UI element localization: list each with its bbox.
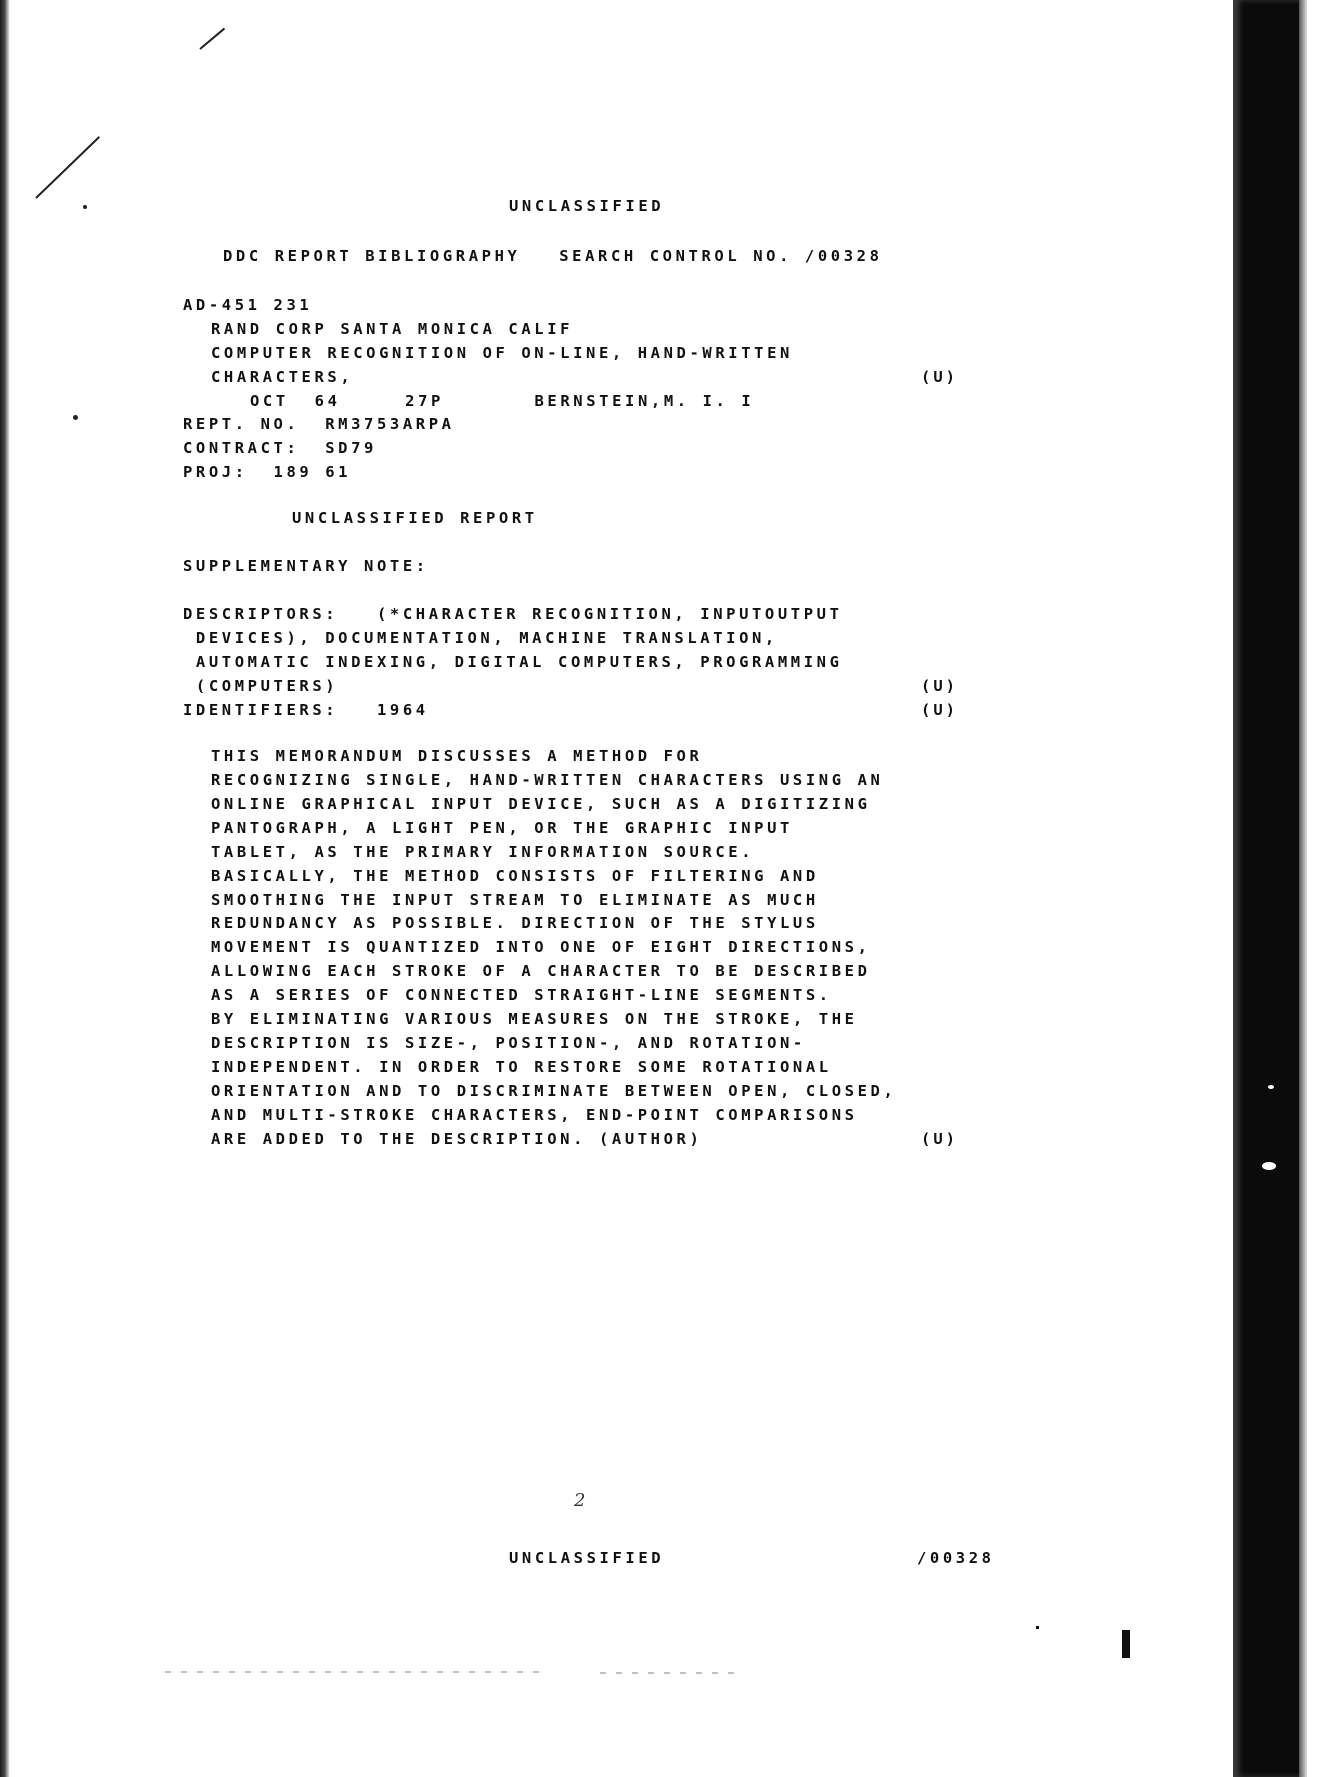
scan-notch: [1262, 1162, 1276, 1170]
descriptors-line: (COMPUTERS): [183, 677, 339, 695]
abstract-line: ALLOWING EACH STROKE OF A CHARACTER TO BE DESCRIBED: [211, 962, 871, 980]
classification-mark: (U): [921, 677, 958, 695]
report-title-line: CHARACTERS,: [211, 368, 354, 386]
report-classification: UNCLASSIFIED REPORT: [292, 509, 538, 527]
project-number: PROJ: 189 61: [183, 463, 352, 481]
classification-footer: UNCLASSIFIED: [509, 1549, 665, 1567]
corporate-source: RAND CORP SANTA MONICA CALIF: [211, 320, 574, 338]
descriptors-line: AUTOMATIC INDEXING, DIGITAL COMPUTERS, PROGRAMMING: [183, 653, 843, 671]
pen-mark: [35, 136, 100, 199]
report-number: REPT. NO. RM3753ARPA: [183, 415, 455, 433]
abstract-line: BASICALLY, THE METHOD CONSISTS OF FILTERING AND: [211, 867, 819, 885]
abstract-line: ORIENTATION AND TO DISCRIMINATE BETWEEN OPEN, CLOSED,: [211, 1082, 897, 1100]
abstract-line: DESCRIPTION IS SIZE-, POSITION-, AND ROTATION-: [211, 1034, 806, 1052]
abstract-line: PANTOGRAPH, A LIGHT PEN, OR THE GRAPHIC INPUT: [211, 819, 793, 837]
abstract-line: RECOGNIZING SINGLE, HAND-WRITTEN CHARACTERS USING AN: [211, 771, 884, 789]
right-scan-edge-fringe: [1299, 0, 1307, 1777]
classification-mark: (U): [921, 701, 958, 719]
abstract-line: ONLINE GRAPHICAL INPUT DEVICE, SUCH AS A DIGITIZING: [211, 795, 871, 813]
report-title-line: COMPUTER RECOGNITION OF ON-LINE, HAND-WRITTEN: [211, 344, 793, 362]
bibliography-title: DDC REPORT BIBLIOGRAPHY SEARCH CONTROL NO. /00328: [223, 247, 883, 265]
speck: [73, 415, 78, 420]
faint-scan-noise: [600, 1672, 740, 1674]
speck: [83, 205, 87, 209]
supplementary-note: SUPPLEMENTARY NOTE:: [183, 557, 429, 575]
classification-mark: (U): [921, 1130, 958, 1148]
right-scan-edge: [1233, 0, 1299, 1777]
classification-header: UNCLASSIFIED: [509, 197, 665, 215]
descriptors-line: DEVICES), DOCUMENTATION, MACHINE TRANSLATION,: [183, 629, 778, 647]
faint-scan-noise: [165, 1671, 545, 1673]
abstract-line: AS A SERIES OF CONNECTED STRAIGHT-LINE SEGMENTS.: [211, 986, 832, 1004]
abstract-line: INDEPENDENT. IN ORDER TO RESTORE SOME ROTATIONAL: [211, 1058, 832, 1076]
ad-number: AD-451 231: [183, 296, 313, 314]
contract-number: CONTRACT: SD79: [183, 439, 377, 457]
abstract-line: REDUNDANCY AS POSSIBLE. DIRECTION OF THE STYLUS: [211, 914, 819, 932]
pen-mark: [199, 28, 225, 50]
scan-mark: [1122, 1630, 1130, 1658]
date-pages-author: OCT 64 27P BERNSTEIN,M. I. I: [250, 392, 755, 410]
abstract-line: THIS MEMORANDUM DISCUSSES A METHOD FOR: [211, 747, 703, 765]
abstract-line: SMOOTHING THE INPUT STREAM TO ELIMINATE AS MUCH: [211, 891, 819, 909]
page-number: 2: [574, 1490, 586, 1511]
scan-mark: [1036, 1626, 1039, 1629]
classification-mark: (U): [921, 368, 958, 386]
abstract-line: AND MULTI-STROKE CHARACTERS, END-POINT COMPARISONS: [211, 1106, 858, 1124]
abstract-line: BY ELIMINATING VARIOUS MEASURES ON THE STROKE, THE: [211, 1010, 858, 1028]
abstract-line: TABLET, AS THE PRIMARY INFORMATION SOURCE.: [211, 843, 755, 861]
descriptors-line: DESCRIPTORS: (*CHARACTER RECOGNITION, INPUTOUTPUT: [183, 605, 843, 623]
left-scan-edge: [0, 0, 10, 1777]
identifiers: IDENTIFIERS: 1964: [183, 701, 429, 719]
scan-notch: [1268, 1085, 1274, 1089]
footer-control-number: /00328: [917, 1549, 995, 1567]
abstract-line: ARE ADDED TO THE DESCRIPTION. (AUTHOR): [211, 1130, 703, 1148]
abstract-line: MOVEMENT IS QUANTIZED INTO ONE OF EIGHT DIRECTIONS,: [211, 938, 871, 956]
